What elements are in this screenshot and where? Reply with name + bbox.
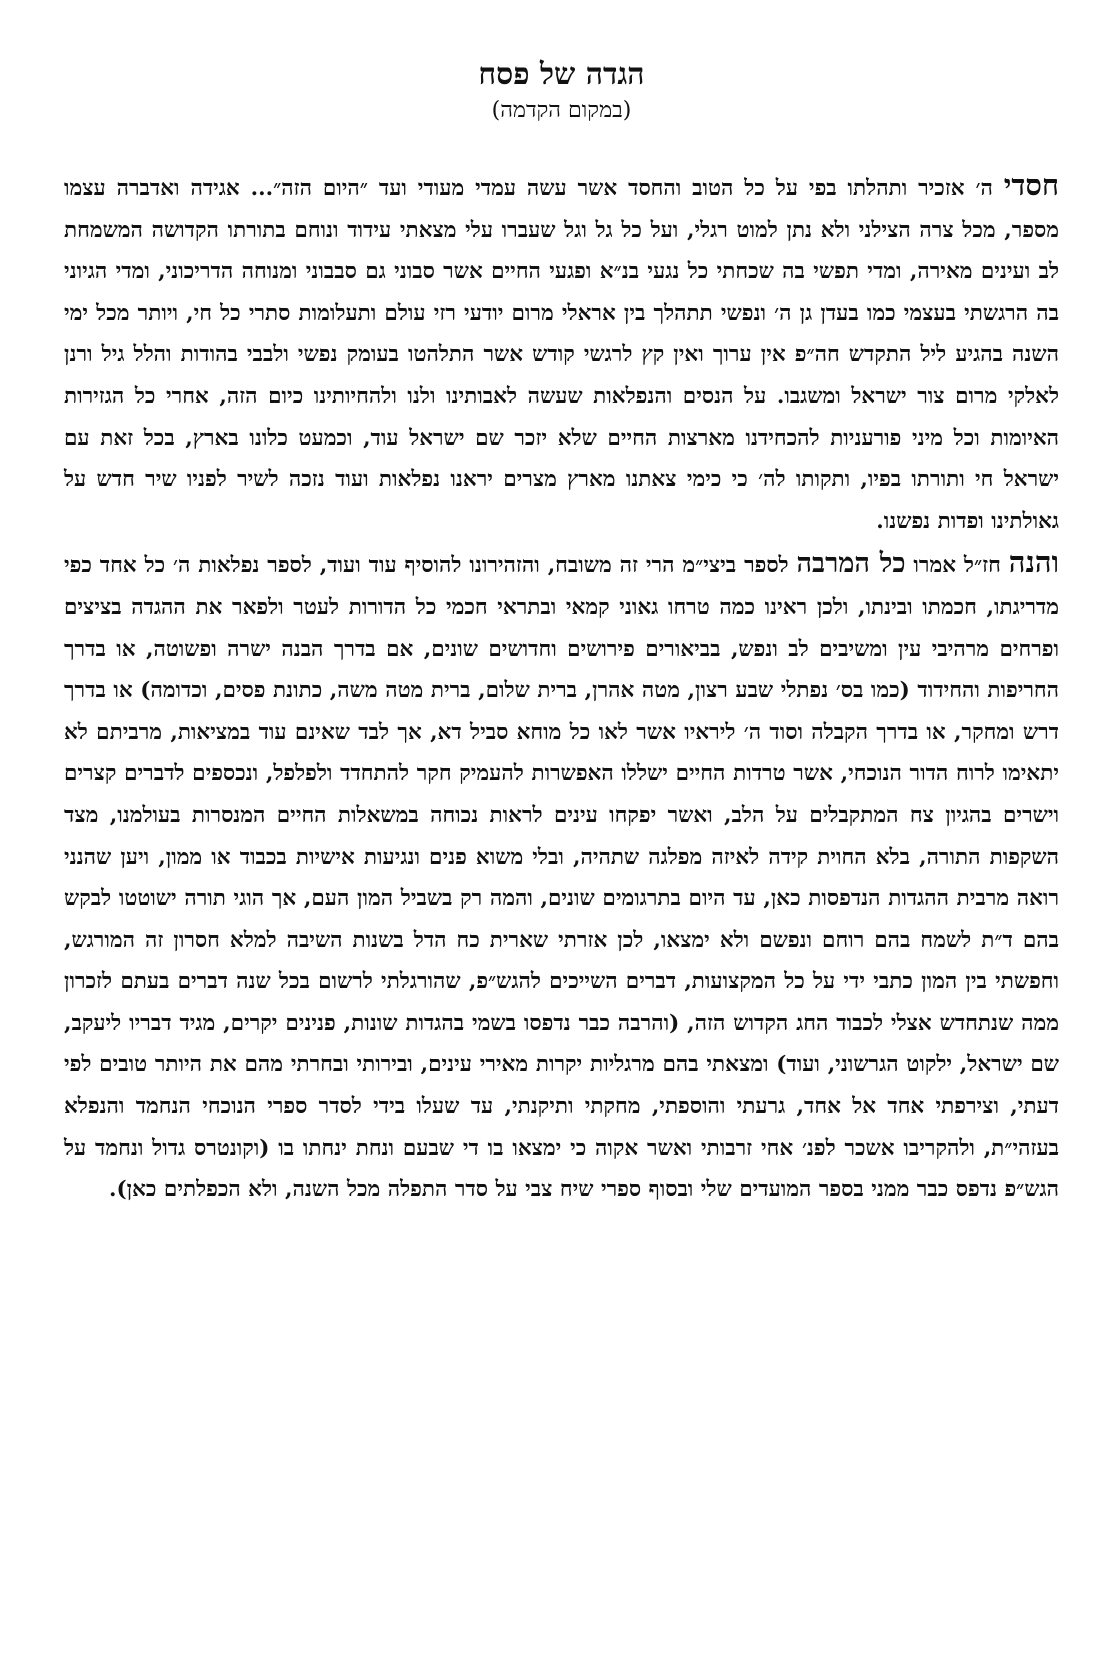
paragraph-1 — [64, 165, 1059, 542]
paragraph-1-lead-word: חסדי — [1003, 168, 1059, 202]
paragraph-1-text: ה׳ אזכיר ותהלתו בפי על כל הטוב והחסד אשר עשה עמדי מעודי ועד ״היום הזה״... אגידה ואדברה עצמו מספר, מכל צרה הצילני ולא נתן למוט רגלי, ועל כל גל וגל שעברו עלי מצאתי עידוד ונוחם בתורתו הקדושה המשמחת לב ועינים מאירה, ומדי תפשי בה שכחתי כל נגעי בנ״א ופגעי החיים אשר סבוני גם סבבוני ומנוחה הדריכוני, ומדי הגיוני בה הרגשתי בעצמי כמו בעדן גן ה׳ ונפשי תתהלך בין אראלי מרום יודעי רזי עולם ותעלומות סתרי כל חי, ויותר מכל ימי השנה בהגיע ליל התקדש חה״פ אין ערוך ואין קץ לרגשי קודש אשר התלהטו בעומק נפשי ולבבי בהודות והלל גיל ורנן לאלקי מרום צור ישראל ומשגבו. על הנסים והנפלאות שעשה לאבותינו ולנו ולהחיותינו כיום הזה, אחרי כל הגזירות האיומות וכל מיני פורעניות להכחידנו מארצות החיים שלא יזכר שם ישראל עוד, וכמעט כלונו בארץ, בכל זאת עם ישראל חי ותורתו בפיו, ותקותו לה׳ כי כימי צאתנו מארץ מצרים יראנו נפלאות ועוד נזכה לשיר לפניו שיר חדש על גאולתינו ופדות נפשנו. — [64, 176, 1059, 534]
paragraph-2-emphasis: כל המרבה — [796, 548, 906, 580]
page-subtitle: (במקום הקדמה) — [491, 98, 632, 123]
paragraph-2 — [64, 542, 1059, 1211]
paragraph-2-text-part2: לספר ביצי״מ הרי זה משובח, והזהירונו להוסיף עוד ועוד, לספר נפלאות ה׳ כל אחד כפי מדריגתו, חכמתו ובינתו, ולכן ראינו כמה טרחו גאוני קמאי ובתראי חכמי כל הדורות לעטר ולפאר את ההגדה בציצים ופרחים מרהיבי עין ומשיבים לב ונפש, בביאורים פירושים וחדושים שונים, אם בדרך הבנה ישרה ופשוטה, או בדרך החריפות והחידוד (כמו בס׳ נפתלי שבע רצון, מטה אהרן, ברית שלום, ברית מטה משה, כתונת פסים, וכדומה) או בדרך דרש ומחקר, או בדרך הקבלה וסוד ה׳ ליראיו אשר לאו כל מוחא סביל דא, אך לבד שאינם עוד במציאות, מרביתם לא יתאימו לרוח הדור הנוכחי, אשר טרדות החיים ישללו האפשרות להעמיק חקר להתחדד ולפלפל, ונכספים לדברים קצרים וישרים בהגיון צח המתקבלים על הלב, ואשר יפקחו עינים לראות נכוחה במשאלות החיים המנסרות בעולמנו, מצד השקפות התורה, בלא החוית קידה לאיזה מפלגה שתהיה, ובלי משוא פנים ונגיעות אישיות בכבוד או ממון, ויען שהנני רואה מרבית ההגדות הנדפסות כאן, עד היום בתרגומים שונים, והמה רק בשביל המון העם, אך הוגי תורה ישוטטו לבקש בהם ד״ת לשמח בהם רוחם ונפשם ולא ימצאו, לכן אזרתי שארית כח הדל בשנות השיבה למלא חסרון זה המורגש, וחפשתי בין המון כתבי ידי על כל המקצועות, דברים השייכים להגש״פ, שהורגלתי לרשום בכל שנה דברים בעתם לזכרון ממה שנתחדש אצלי לכבוד החג הקדוש הזה, (והרבה כבר נדפסו בשמי בהגדות שונות, פנינים יקרים, מגיד דבריו ליעקב, שם ישראל, ילקוט הגרשוני, ועוד) ומצאתי בהם מרגליות יקרות מאירי עינים, ובירותי ובחרתי מהם את היותר טובים לפי דעתי, וצירפתי אחד אל אחד, גרעתי והוספתי, מחקתי ותיקנתי, עד שעלו בידי לסדר ספרי הנוכחי הנחמד והנפלא בעזהי״ת, ולהקריבו אשכר לפנ׳ אחי זרבותי ואשר אקוה כי ימצאו בו די שבעם ונחת ינחתו בו (וקונטרס גדול ונחמד על הגש״פ נדפס כבר ממני בספר המועדים שלי ובסוף ספרי שיח צבי על סדר התפלה מכל השנה, ולא הכפלתים כאן). — [64, 553, 1059, 1203]
paragraph-2-lead-word: והנה — [1008, 545, 1059, 580]
body-text — [64, 165, 1059, 1211]
paragraph-2-text-part1: חז״ל אמרו — [905, 553, 1009, 579]
page-title: הגדה של פסח — [478, 57, 645, 92]
